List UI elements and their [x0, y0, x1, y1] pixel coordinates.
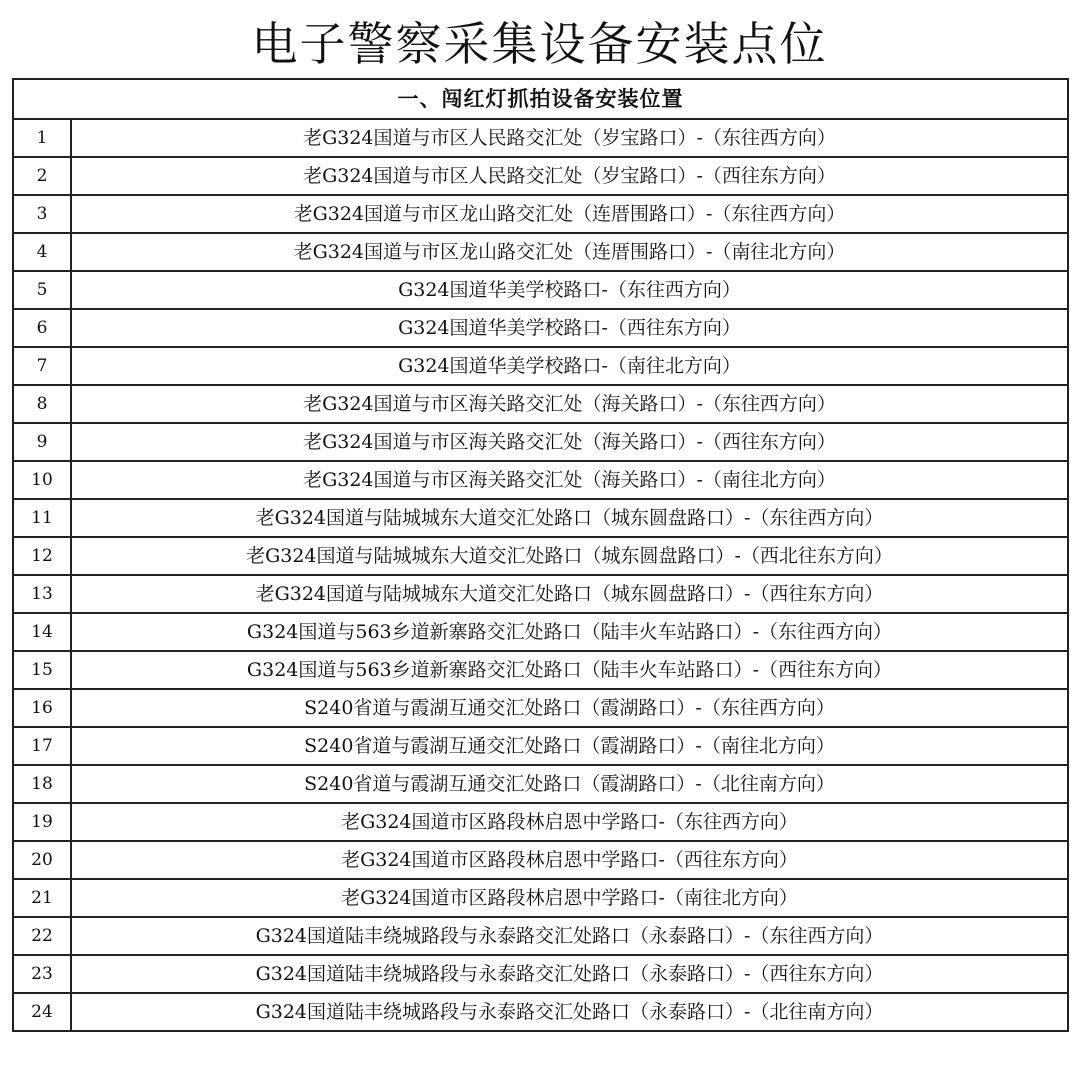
row-number-cell: 18 — [13, 765, 71, 803]
table-row — [13, 195, 1068, 233]
row-number-cell: 5 — [13, 271, 71, 309]
row-number-cell: 19 — [13, 803, 71, 841]
row-number-cell: 21 — [13, 879, 71, 917]
document-title: 电子警察采集设备安装点位 — [251, 17, 828, 71]
location-cell: 老G324国道市区路段林启恩中学路口-（西往东方向） — [71, 841, 1068, 879]
location-cell: S240省道与霞湖互通交汇处路口（霞湖路口）-（北往南方向） — [71, 765, 1068, 803]
location-cell: 老G324国道与陆城城东大道交汇处路口（城东圆盘路口）-（西北往东方向） — [71, 537, 1068, 575]
table-row — [13, 461, 1068, 499]
table-row — [13, 499, 1068, 537]
location-cell: S240省道与霞湖互通交汇处路口（霞湖路口）-（南往北方向） — [71, 727, 1068, 765]
table-row — [13, 689, 1068, 727]
table-row — [13, 613, 1068, 651]
location-cell: G324国道华美学校路口-（东往西方向） — [71, 271, 1068, 309]
row-number-cell: 20 — [13, 841, 71, 879]
location-cell: 老G324国道与市区人民路交汇处（岁宝路口）-（东往西方向） — [71, 119, 1068, 157]
table-row — [13, 119, 1068, 157]
row-number-cell: 1 — [13, 119, 71, 157]
location-cell: S240省道与霞湖互通交汇处路口（霞湖路口）-（东往西方向） — [71, 689, 1068, 727]
row-number-cell: 24 — [13, 993, 71, 1031]
location-cell: 老G324国道与市区海关路交汇处（海关路口）-（东往西方向） — [71, 385, 1068, 423]
table-row — [13, 347, 1068, 385]
location-cell: G324国道华美学校路口-（南往北方向） — [71, 347, 1068, 385]
location-cell: G324国道陆丰绕城路段与永泰路交汇处路口（永泰路口）-（西往东方向） — [71, 955, 1068, 993]
location-cell: G324国道华美学校路口-（西往东方向） — [71, 309, 1068, 347]
table-row — [13, 765, 1068, 803]
table-row — [13, 841, 1068, 879]
row-number-cell: 14 — [13, 613, 71, 651]
table-row — [13, 803, 1068, 841]
location-cell: 老G324国道市区路段林启恩中学路口-（东往西方向） — [71, 803, 1068, 841]
row-number-cell: 16 — [13, 689, 71, 727]
table-row — [13, 423, 1068, 461]
row-number-cell: 15 — [13, 651, 71, 689]
table-row — [13, 917, 1068, 955]
row-number-cell: 11 — [13, 499, 71, 537]
location-cell: 老G324国道与陆城城东大道交汇处路口（城东圆盘路口）-（东往西方向） — [71, 499, 1068, 537]
row-number-cell: 10 — [13, 461, 71, 499]
table-row — [13, 157, 1068, 195]
table-row — [13, 955, 1068, 993]
table-row — [13, 309, 1068, 347]
section-row — [13, 79, 1068, 119]
table-row — [13, 385, 1068, 423]
row-number-cell: 12 — [13, 537, 71, 575]
row-number-cell: 23 — [13, 955, 71, 993]
installation-table — [12, 78, 1069, 1032]
location-cell: 老G324国道与市区人民路交汇处（岁宝路口）-（西往东方向） — [71, 157, 1068, 195]
table-row — [13, 879, 1068, 917]
table-row — [13, 575, 1068, 613]
table-row — [13, 651, 1068, 689]
row-number-cell: 13 — [13, 575, 71, 613]
table-row — [13, 271, 1068, 309]
location-cell: G324国道与563乡道新寨路交汇处路口（陆丰火车站路口）-（东往西方向） — [71, 613, 1068, 651]
table-row — [13, 537, 1068, 575]
section-heading: 一、闯红灯抓拍设备安装位置 — [13, 79, 1068, 119]
location-cell: G324国道陆丰绕城路段与永泰路交汇处路口（永泰路口）-（北往南方向） — [71, 993, 1068, 1031]
table-row — [13, 233, 1068, 271]
location-cell: 老G324国道与市区龙山路交汇处（连厝围路口）-（东往西方向） — [71, 195, 1068, 233]
row-number-cell: 2 — [13, 157, 71, 195]
location-cell: 老G324国道市区路段林启恩中学路口-（南往北方向） — [71, 879, 1068, 917]
location-cell: 老G324国道与陆城城东大道交汇处路口（城东圆盘路口）-（西往东方向） — [71, 575, 1068, 613]
row-number-cell: 22 — [13, 917, 71, 955]
row-number-cell: 8 — [13, 385, 71, 423]
row-number-cell: 4 — [13, 233, 71, 271]
table-row — [13, 727, 1068, 765]
location-cell: G324国道与563乡道新寨路交汇处路口（陆丰火车站路口）-（西往东方向） — [71, 651, 1068, 689]
row-number-cell: 3 — [13, 195, 71, 233]
location-cell: 老G324国道与市区龙山路交汇处（连厝围路口）-（南往北方向） — [71, 233, 1068, 271]
location-cell: G324国道陆丰绕城路段与永泰路交汇处路口（永泰路口）-（东往西方向） — [71, 917, 1068, 955]
location-cell: 老G324国道与市区海关路交汇处（海关路口）-（西往东方向） — [71, 423, 1068, 461]
row-number-cell: 6 — [13, 309, 71, 347]
row-number-cell: 9 — [13, 423, 71, 461]
table-row — [13, 993, 1068, 1031]
row-number-cell: 7 — [13, 347, 71, 385]
row-number-cell: 17 — [13, 727, 71, 765]
location-cell: 老G324国道与市区海关路交汇处（海关路口）-（南往北方向） — [71, 461, 1068, 499]
